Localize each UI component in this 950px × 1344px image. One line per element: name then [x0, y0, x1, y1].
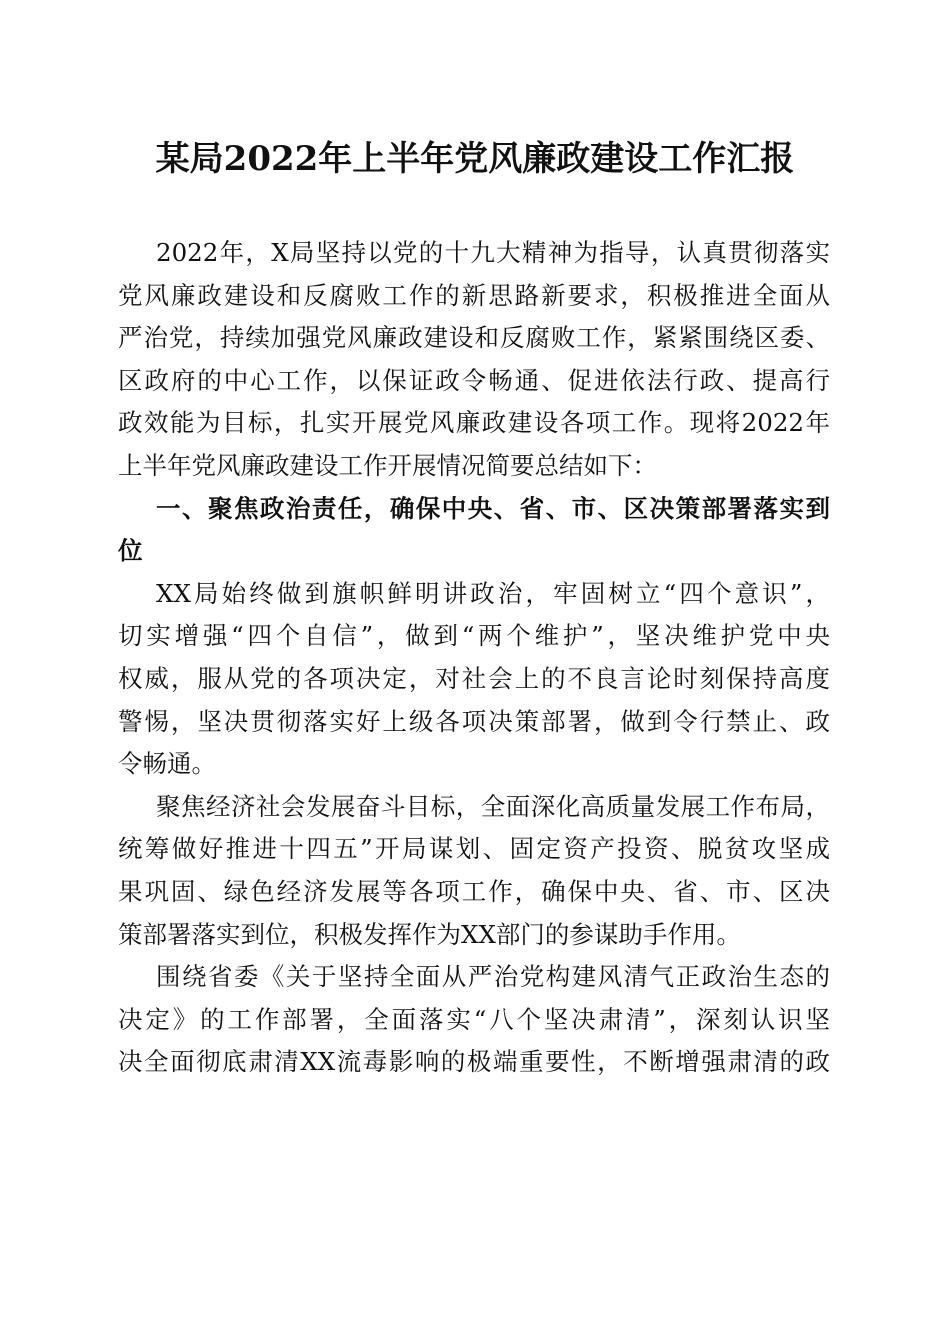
text-line: 统筹做好推进十四五”开局谋划、固定资产投资、脱贫攻坚成 — [118, 834, 830, 864]
text-line: 区政府的中心工作，以保证政令畅通、促进依法行政、提高行 — [118, 365, 830, 395]
section-heading — [118, 488, 830, 573]
text-line: 警惕，坚决贯彻落实好上级各项决策部署，做到令行禁止、政 — [118, 706, 830, 736]
text-line: 围绕省委《关于坚持全面从严治党构建风清气正政治生态的 — [156, 962, 830, 992]
document-title: 某局2022年上半年党风廉政建设工作汇报 — [155, 139, 795, 179]
text-line: 果巩固、绿色经济发展等各项工作，确保中央、省、市、区决 — [118, 876, 830, 906]
text-line: 令畅通。 — [118, 749, 216, 779]
text-line: XX局始终做到旗帜鲜明讲政治，牢固树立“四个意识”， — [156, 578, 830, 608]
document-body — [118, 232, 830, 1084]
intro-paragraph — [118, 232, 830, 488]
text-line: 决全面彻底肃清XX流毒影响的极端重要性，不断增强肃清的政 — [118, 1047, 830, 1077]
text-line: 严治党，持续加强党风廉政建设和反腐败工作，紧紧围绕区委、 — [118, 323, 830, 353]
text-line: 2022年，X局坚持以党的十九大精神为指导，认真贯彻落实 — [156, 238, 830, 267]
paragraph-political-stance — [118, 573, 830, 786]
heading-line: 位 — [118, 536, 143, 566]
heading-line: 一、聚焦政治责任，确保中央、省、市、区决策部署落实到 — [156, 493, 830, 523]
text-line: 切实增强“四个自信”，做到“两个维护”，坚决维护党中央 — [118, 621, 830, 651]
text-line: 聚焦经济社会发展奋斗目标，全面深化高质量发展工作布局， — [156, 791, 830, 821]
text-line: 权威，服从党的各项决定，对社会上的不良言论时刻保持高度 — [118, 663, 830, 693]
text-line: 策部署落实到位，积极发挥作为XX部门的参谋助手作用。 — [118, 919, 741, 949]
paragraph-provincial-decision — [118, 956, 830, 1084]
paragraph-economic-goals — [118, 786, 830, 956]
text-line: 上半年党风廉政建设工作开展情况简要总结如下： — [118, 450, 657, 480]
text-line: 政效能为目标，扎实开展党风廉政建设各项工作。现将2022年 — [118, 408, 830, 438]
text-line: 决定》的工作部署，全面落实“八个坚决肃清”，深刻认识坚 — [118, 1004, 830, 1034]
text-line: 党风廉政建设和反腐败工作的新思路新要求，积极推进全面从 — [118, 280, 830, 310]
